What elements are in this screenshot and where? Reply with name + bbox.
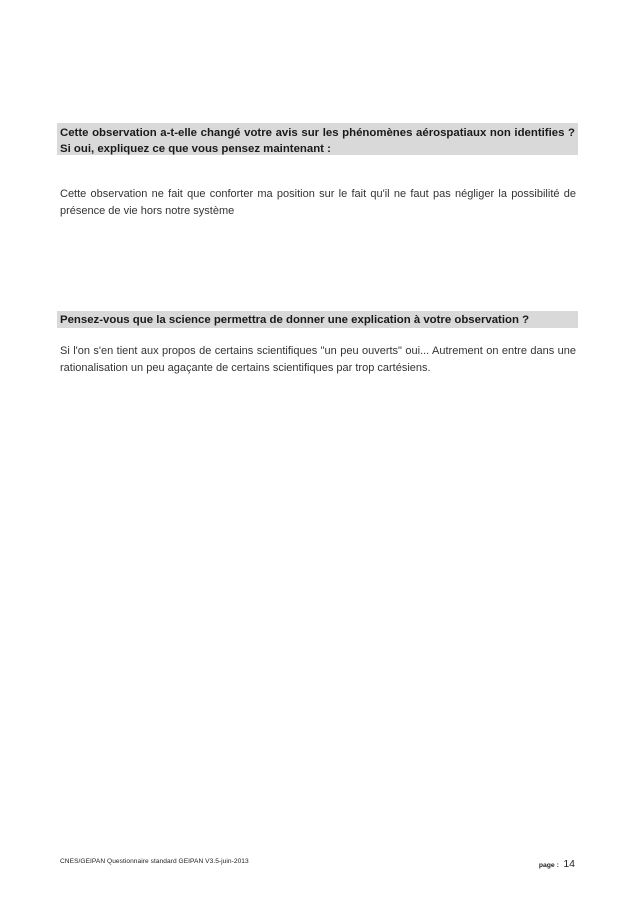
answer-text: Cette observation ne fait que conforter ma position sur le fait qu'il ne faut pas négliger la possibilité de présence de vie hors notre système bbox=[60, 188, 576, 217]
page-label: page : bbox=[538, 862, 559, 869]
answer-opinion-change bbox=[60, 186, 576, 220]
page-number: 14 bbox=[563, 858, 575, 870]
question-heading-science-explanation bbox=[57, 311, 578, 328]
answer-science-explanation bbox=[60, 343, 576, 377]
footer-page-number bbox=[539, 854, 575, 872]
question-heading-text: Pensez-vous que la science permettra de donner une explication à votre observation ? bbox=[60, 314, 530, 326]
question-heading-opinion-change bbox=[57, 123, 578, 155]
answer-text: Si l'on s'en tient aux propos de certains scientifiques "un peu ouverts" oui... Autrement on entre dans une rationalisation un peu agaçante de certains scientifiques par trop cartésiens. bbox=[60, 345, 576, 374]
footer-document-reference: CNES/GEIPAN Questionnaire standard GEIPAN V3.5-juin-2013 bbox=[60, 858, 249, 865]
question-heading-text: Cette observation a-t-elle changé votre avis sur les phénomènes aérospatiaux non identifies ? Si oui, expliquez ce que vous pensez maintenant : bbox=[60, 127, 575, 155]
